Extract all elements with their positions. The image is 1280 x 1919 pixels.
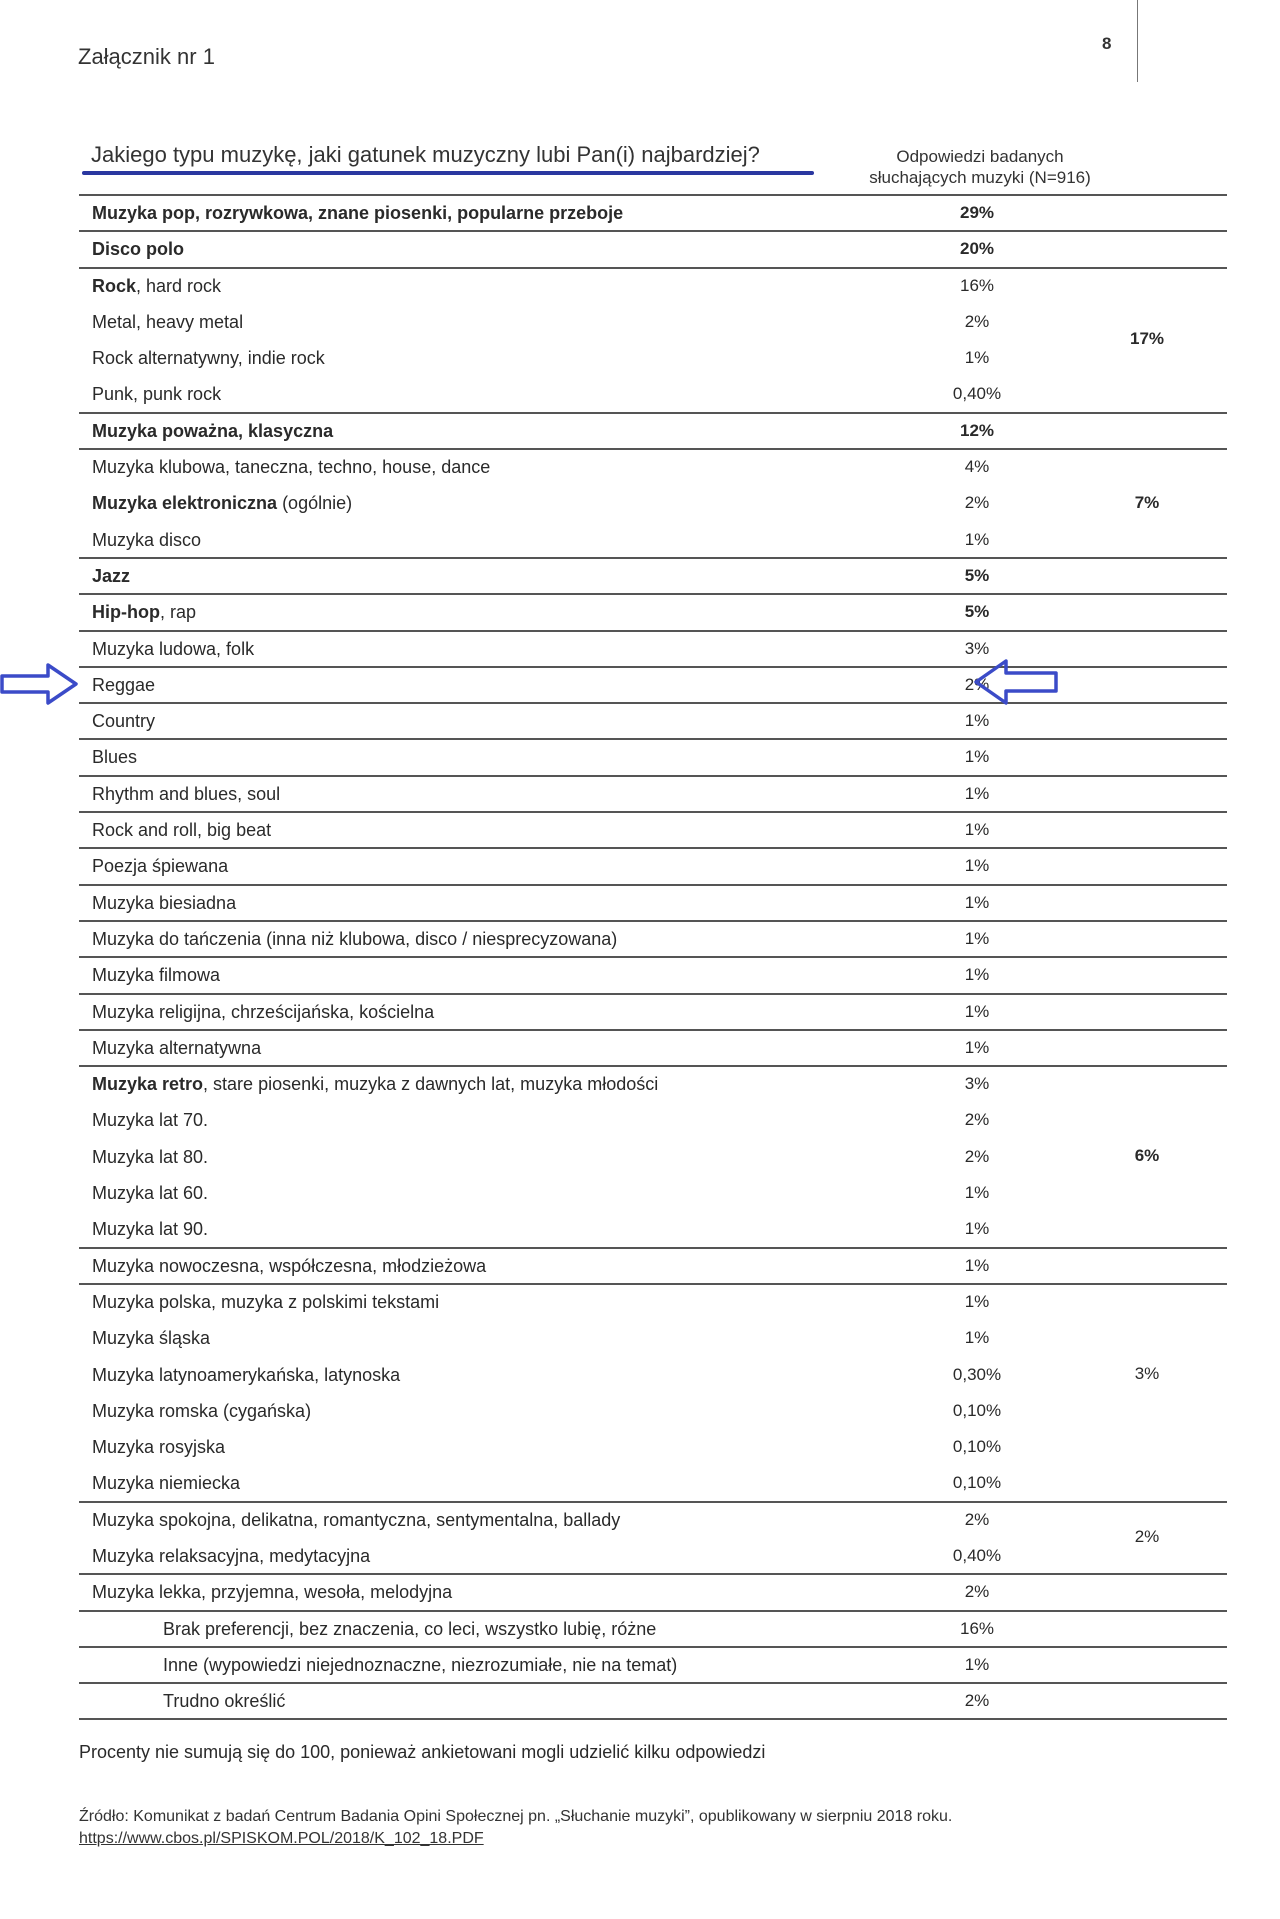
row-label-main: Muzyka poważna, klasyczna	[92, 420, 334, 441]
row-label	[92, 1473, 240, 1494]
row-label	[92, 1510, 620, 1531]
row-value: 2%	[964, 1691, 990, 1711]
row-divider	[79, 1610, 1227, 1612]
table-row	[79, 920, 1227, 956]
row-label-main: Muzyka relaksacyjna, medytacyjna	[92, 1545, 371, 1566]
row-label	[92, 1183, 208, 1204]
row-value: 1%	[964, 1291, 990, 1311]
table-row	[79, 593, 1227, 629]
row-label-main: Muzyka lat 80.	[92, 1146, 209, 1167]
margin-line	[1137, 0, 1138, 82]
row-label	[163, 1619, 656, 1640]
row-label-main: Country	[92, 711, 156, 732]
source-text: Źródło: Komunikat z badań Centrum Badania Opini Społecznej pn. „Słuchanie muzyki”, opublikowany w sierpniu 2018 roku.	[79, 1808, 953, 1825]
table-row	[79, 448, 1227, 484]
row-value: 1%	[964, 348, 990, 368]
row-value: 1%	[964, 1037, 990, 1057]
row-value: 1%	[964, 529, 990, 549]
table-row	[79, 702, 1227, 738]
column-header-line1: Odpowiedzi badanych	[896, 147, 1064, 166]
row-label-main: Muzyka lat 70.	[92, 1110, 209, 1131]
row-label-main: Muzyka lekka, przyjemna, wesoła, melodyjna	[92, 1582, 453, 1603]
row-label	[92, 312, 243, 333]
row-label	[92, 639, 254, 660]
table-row	[79, 1428, 1227, 1464]
row-label	[163, 1655, 677, 1676]
row-value: 2%	[964, 1146, 990, 1166]
table-row	[79, 230, 1227, 266]
table-row	[79, 521, 1227, 557]
row-label-main: Muzyka romska (cygańska)	[92, 1400, 312, 1421]
row-label-main: Poezja śpiewana	[92, 856, 229, 877]
row-label	[163, 1691, 285, 1712]
question-title: Jakiego typu muzykę, jaki gatunek muzyczny lubi Pan(i) najbardziej?	[91, 142, 760, 167]
column-header-line2: słuchających muzyki (N=916)	[869, 168, 1091, 187]
row-label-main: Muzyka klubowa, taneczna, techno, house, dance	[92, 457, 491, 478]
row-label	[92, 203, 623, 224]
row-value: 1%	[964, 1255, 990, 1275]
row-label-main: Muzyka do tańczenia (inna niż klubowa, disco / niesprecyzowana)	[92, 928, 618, 949]
table-row	[79, 1501, 1227, 1537]
table-row	[79, 267, 1227, 303]
table-row	[79, 303, 1227, 339]
table-row	[79, 194, 1227, 230]
row-label-main: Blues	[92, 747, 138, 768]
row-label-main: Muzyka niemiecka	[92, 1473, 241, 1494]
table-row	[79, 1065, 1227, 1101]
table-row	[79, 1573, 1227, 1609]
row-label-rest: (ogólnie)	[277, 493, 353, 514]
row-value: 16%	[959, 1618, 995, 1638]
table-row	[79, 738, 1227, 774]
row-label	[92, 1256, 486, 1277]
row-label	[92, 893, 236, 914]
row-value: 2%	[964, 493, 990, 513]
row-value: 2%	[964, 674, 990, 694]
row-value: 1%	[964, 965, 990, 985]
row-label-main: Rhythm and blues, soul	[92, 783, 281, 804]
row-label	[92, 1401, 311, 1422]
row-label-main: Brak preferencji, bez znaczenia, co leci, wszystko lubię, różne	[163, 1618, 657, 1639]
row-label-rest: , rap	[159, 602, 197, 623]
row-label	[92, 1074, 658, 1095]
row-label	[92, 1002, 434, 1023]
table-row	[79, 811, 1227, 847]
row-label	[92, 421, 333, 442]
table-row	[79, 993, 1227, 1029]
row-label-rest: , stare piosenki, muzyka z dawnych lat, muzyka młodości	[203, 1074, 659, 1095]
group-total: 17%	[1129, 329, 1165, 349]
row-label-main: Muzyka nowoczesna, współczesna, młodzieżowa	[92, 1255, 487, 1276]
row-value: 0,10%	[952, 1473, 1002, 1493]
row-label-main: Disco polo	[92, 239, 185, 260]
table-row	[79, 1283, 1227, 1319]
row-value: 1%	[964, 928, 990, 948]
row-label-main: Muzyka filmowa	[92, 965, 221, 986]
row-label-main: Muzyka alternatywna	[92, 1037, 262, 1058]
row-value: 0,40%	[952, 1545, 1002, 1565]
row-value: 0,30%	[952, 1364, 1002, 1384]
row-label-main: Muzyka ludowa, folk	[92, 638, 255, 659]
row-value: 0,10%	[952, 1437, 1002, 1457]
row-value: 1%	[964, 1001, 990, 1021]
table-row	[79, 1610, 1227, 1646]
row-value: 5%	[964, 602, 990, 622]
row-label-main: Hip-hop	[92, 602, 160, 623]
row-divider	[79, 811, 1227, 813]
table-bottom-rule	[79, 1718, 1227, 1720]
row-label	[92, 530, 201, 551]
table-row	[79, 1464, 1227, 1500]
row-divider	[79, 847, 1227, 849]
row-label-main: Jazz	[92, 565, 131, 586]
row-label-main: Punk, punk rock	[92, 384, 222, 405]
row-label-main: Muzyka disco	[92, 529, 202, 550]
results-table	[79, 194, 1227, 1720]
row-label	[92, 1110, 208, 1131]
row-divider	[79, 993, 1227, 995]
table-row	[79, 884, 1227, 920]
row-value: 16%	[959, 275, 995, 295]
row-value: 1%	[964, 711, 990, 731]
row-label-main: Muzyka śląska	[92, 1328, 211, 1349]
page-number: 8	[1102, 34, 1112, 53]
row-value: 0,10%	[952, 1400, 1002, 1420]
row-divider	[79, 920, 1227, 922]
row-value: 2%	[964, 311, 990, 331]
row-value: 1%	[964, 820, 990, 840]
row-label	[92, 384, 221, 405]
table-row	[79, 1646, 1227, 1682]
row-divider	[79, 630, 1227, 632]
table-row	[79, 1247, 1227, 1283]
row-value: 2%	[964, 1582, 990, 1602]
group-total: 7%	[1134, 492, 1160, 512]
row-divider	[79, 1283, 1227, 1285]
row-divider	[79, 230, 1227, 232]
row-label	[92, 566, 130, 587]
row-divider	[79, 738, 1227, 740]
row-label	[92, 929, 617, 950]
row-value: 1%	[964, 856, 990, 876]
row-label-main: Inne (wypowiedzi niejednoznaczne, niezrozumiałe, nie na temat)	[163, 1654, 678, 1675]
row-label-main: Muzyka rosyjska	[92, 1437, 226, 1458]
row-label	[92, 711, 155, 732]
table-row	[79, 484, 1227, 520]
row-label	[92, 675, 155, 696]
row-label-main: Muzyka retro	[92, 1074, 204, 1095]
table-row	[79, 412, 1227, 448]
table-row	[79, 1029, 1227, 1065]
table-row	[79, 1174, 1227, 1210]
table-row	[79, 1138, 1227, 1174]
row-label	[92, 965, 220, 986]
table-row	[79, 1210, 1227, 1246]
table-row	[79, 1392, 1227, 1428]
row-divider	[79, 194, 1227, 196]
table-row	[79, 1101, 1227, 1137]
row-label-main: Muzyka elektroniczna	[92, 493, 278, 514]
table-row	[79, 1537, 1227, 1573]
table-row	[79, 847, 1227, 883]
row-label-main: Rock and roll, big beat	[92, 820, 272, 841]
row-label-main: Muzyka spokojna, delikatna, romantyczna, sentymentalna, ballady	[92, 1509, 621, 1530]
row-label	[92, 276, 221, 297]
row-label	[92, 1546, 370, 1567]
row-label	[92, 820, 271, 841]
row-label	[92, 1365, 400, 1386]
row-divider	[79, 1646, 1227, 1648]
row-value: 1%	[964, 1183, 990, 1203]
row-value: 3%	[964, 1074, 990, 1094]
row-divider	[79, 1573, 1227, 1575]
row-label-main: Muzyka lat 60.	[92, 1183, 209, 1204]
row-divider	[79, 267, 1227, 269]
row-label-main: Muzyka biesiadna	[92, 892, 237, 913]
row-value: 1%	[964, 1219, 990, 1239]
table-row	[79, 375, 1227, 411]
row-label-main: Trudno określić	[163, 1691, 286, 1712]
source-link[interactable]: https://www.cbos.pl/SPISKOM.POL/2018/K_102_18.PDF	[79, 1830, 484, 1847]
table-row	[79, 1682, 1227, 1718]
row-label-main: Rock alternatywny, indie rock	[92, 348, 325, 369]
row-label-rest: , hard rock	[136, 275, 222, 296]
row-divider	[79, 956, 1227, 958]
table-row	[79, 956, 1227, 992]
row-label	[92, 1147, 208, 1168]
row-label-main: Muzyka latynoamerykańska, latynoska	[92, 1364, 401, 1385]
group-total: 6%	[1134, 1145, 1160, 1165]
row-divider	[79, 448, 1227, 450]
row-value: 1%	[964, 1654, 990, 1674]
row-label	[92, 348, 325, 369]
row-label	[92, 747, 137, 768]
question-underline	[82, 171, 814, 175]
row-value: 1%	[964, 783, 990, 803]
row-value: 12%	[959, 420, 995, 440]
group-total: 2%	[1134, 1527, 1160, 1547]
row-label	[92, 1437, 225, 1458]
left-arrow-icon	[0, 662, 80, 706]
row-label	[92, 1582, 452, 1603]
row-label	[92, 457, 490, 478]
row-label-main: Rock	[92, 275, 137, 296]
row-value: 1%	[964, 1328, 990, 1348]
row-label-main: Muzyka lat 90.	[92, 1219, 209, 1240]
row-value: 4%	[964, 457, 990, 477]
row-label	[92, 784, 280, 805]
right-arrow-icon	[972, 658, 1058, 706]
table-row	[79, 339, 1227, 375]
row-divider	[79, 1029, 1227, 1031]
row-divider	[79, 557, 1227, 559]
footnote: Procenty nie sumują się do 100, ponieważ ankietowani mogli udzielić kilku odpowiedzi	[79, 1742, 766, 1762]
row-divider	[79, 1247, 1227, 1249]
row-value: 3%	[964, 638, 990, 658]
row-label	[92, 1219, 208, 1240]
row-value: 2%	[964, 1509, 990, 1529]
row-label	[92, 856, 228, 877]
table-row	[79, 557, 1227, 593]
row-divider	[79, 1065, 1227, 1067]
group-total: 3%	[1134, 1363, 1160, 1383]
row-label	[92, 602, 196, 623]
row-label	[92, 1038, 261, 1059]
table-row	[79, 1356, 1227, 1392]
table-row	[79, 775, 1227, 811]
row-value: 5%	[964, 565, 990, 585]
row-divider	[79, 1501, 1227, 1503]
row-value: 20%	[959, 239, 995, 259]
source-block	[79, 1806, 952, 1850]
row-divider	[79, 412, 1227, 414]
row-value: 2%	[964, 1110, 990, 1130]
row-label	[92, 1328, 210, 1349]
row-label	[92, 1292, 439, 1313]
row-label	[92, 493, 352, 514]
row-label-main: Metal, heavy metal	[92, 311, 244, 332]
row-label-main: Reggae	[92, 674, 156, 695]
row-label-main: Muzyka religijna, chrześcijańska, kościelna	[92, 1001, 435, 1022]
row-value: 0,40%	[952, 384, 1002, 404]
column-header	[852, 146, 1108, 188]
row-label	[92, 239, 184, 260]
row-label-main: Muzyka polska, muzyka z polskimi tekstami	[92, 1291, 440, 1312]
row-label-main: Muzyka pop, rozrywkowa, znane piosenki, popularne przeboje	[92, 203, 624, 223]
table-row	[79, 1319, 1227, 1355]
row-divider	[79, 884, 1227, 886]
row-value: 29%	[959, 203, 995, 222]
row-divider	[79, 775, 1227, 777]
row-value: 1%	[964, 747, 990, 767]
row-value: 1%	[964, 892, 990, 912]
row-divider	[79, 1682, 1227, 1684]
row-divider	[79, 593, 1227, 595]
attachment-label: Załącznik nr 1	[78, 44, 215, 69]
